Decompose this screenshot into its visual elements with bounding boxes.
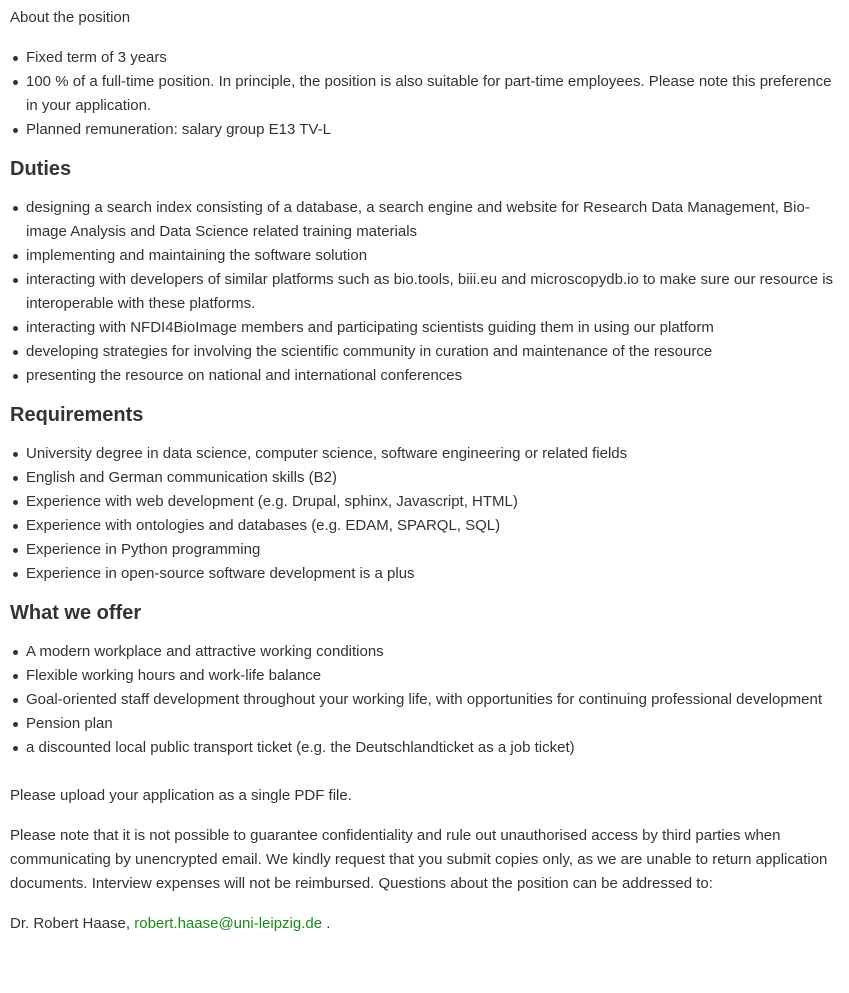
list-item: Experience with web development (e.g. Drupal, sphinx, Javascript, HTML) — [26, 490, 839, 514]
list-item: A modern workplace and attractive working conditions — [26, 640, 839, 664]
contact-email-link[interactable]: robert.haase@uni-leipzig.de — [134, 915, 323, 932]
offer-heading: What we offer — [10, 602, 142, 624]
list-item: Planned remuneration: salary group E13 TV-L — [26, 118, 839, 142]
confidentiality-note: Please note that it is not possible to guarantee confidentiality and rule out unauthorised access by third parties when communicating by unencrypted email. We kindly request that you submit copies only, as we are unable to return application documents. Interview expenses will not be reimbursed. Questions about the position can be addressed to: — [10, 827, 828, 892]
duties-heading: Duties — [10, 158, 72, 180]
contact-suffix: . — [322, 915, 331, 932]
upload-note: Please upload your application as a single PDF file. — [10, 787, 352, 804]
list-item: Fixed term of 3 years — [26, 46, 839, 70]
requirements-heading: Requirements — [10, 404, 144, 426]
contact-line — [10, 912, 839, 936]
list-item: presenting the resource on national and international conferences — [26, 364, 839, 388]
offer-list — [10, 640, 839, 760]
list-item: Experience in Python programming — [26, 538, 839, 562]
contact-name: Dr. Robert Haase, — [10, 915, 131, 932]
list-item: English and German communication skills (B2) — [26, 466, 839, 490]
list-item: 100 % of a full-time position. In principle, the position is also suitable for part-time employees. Please note this preference in your application. — [26, 70, 839, 118]
about-heading: About the position — [10, 9, 131, 26]
about-list — [10, 46, 839, 142]
list-item: Experience with ontologies and databases (e.g. EDAM, SPARQL, SQL) — [26, 514, 839, 538]
list-item: University degree in data science, computer science, software engineering or related fields — [26, 442, 839, 466]
list-item: designing a search index consisting of a database, a search engine and website for Research Data Management, Bio-image Analysis and Data Science related training materials — [26, 196, 839, 244]
list-item: a discounted local public transport ticket (e.g. the Deutschlandticket as a job ticket) — [26, 736, 839, 760]
list-item: implementing and maintaining the software solution — [26, 244, 839, 268]
list-item: Flexible working hours and work-life balance — [26, 664, 839, 688]
list-item: Goal-oriented staff development throughout your working life, with opportunities for continuing professional development — [26, 688, 839, 712]
list-item: interacting with developers of similar platforms such as bio.tools, biii.eu and microscopydb.io to make sure our resource is interoperable with these platforms. — [26, 268, 839, 316]
list-item: Experience in open-source software development is a plus — [26, 562, 839, 586]
list-item: Pension plan — [26, 712, 839, 736]
list-item: interacting with NFDI4BioImage members and participating scientists guiding them in using our platform — [26, 316, 839, 340]
duties-list — [10, 196, 839, 388]
list-item: developing strategies for involving the scientific community in curation and maintenance of the resource — [26, 340, 839, 364]
requirements-list — [10, 442, 839, 586]
